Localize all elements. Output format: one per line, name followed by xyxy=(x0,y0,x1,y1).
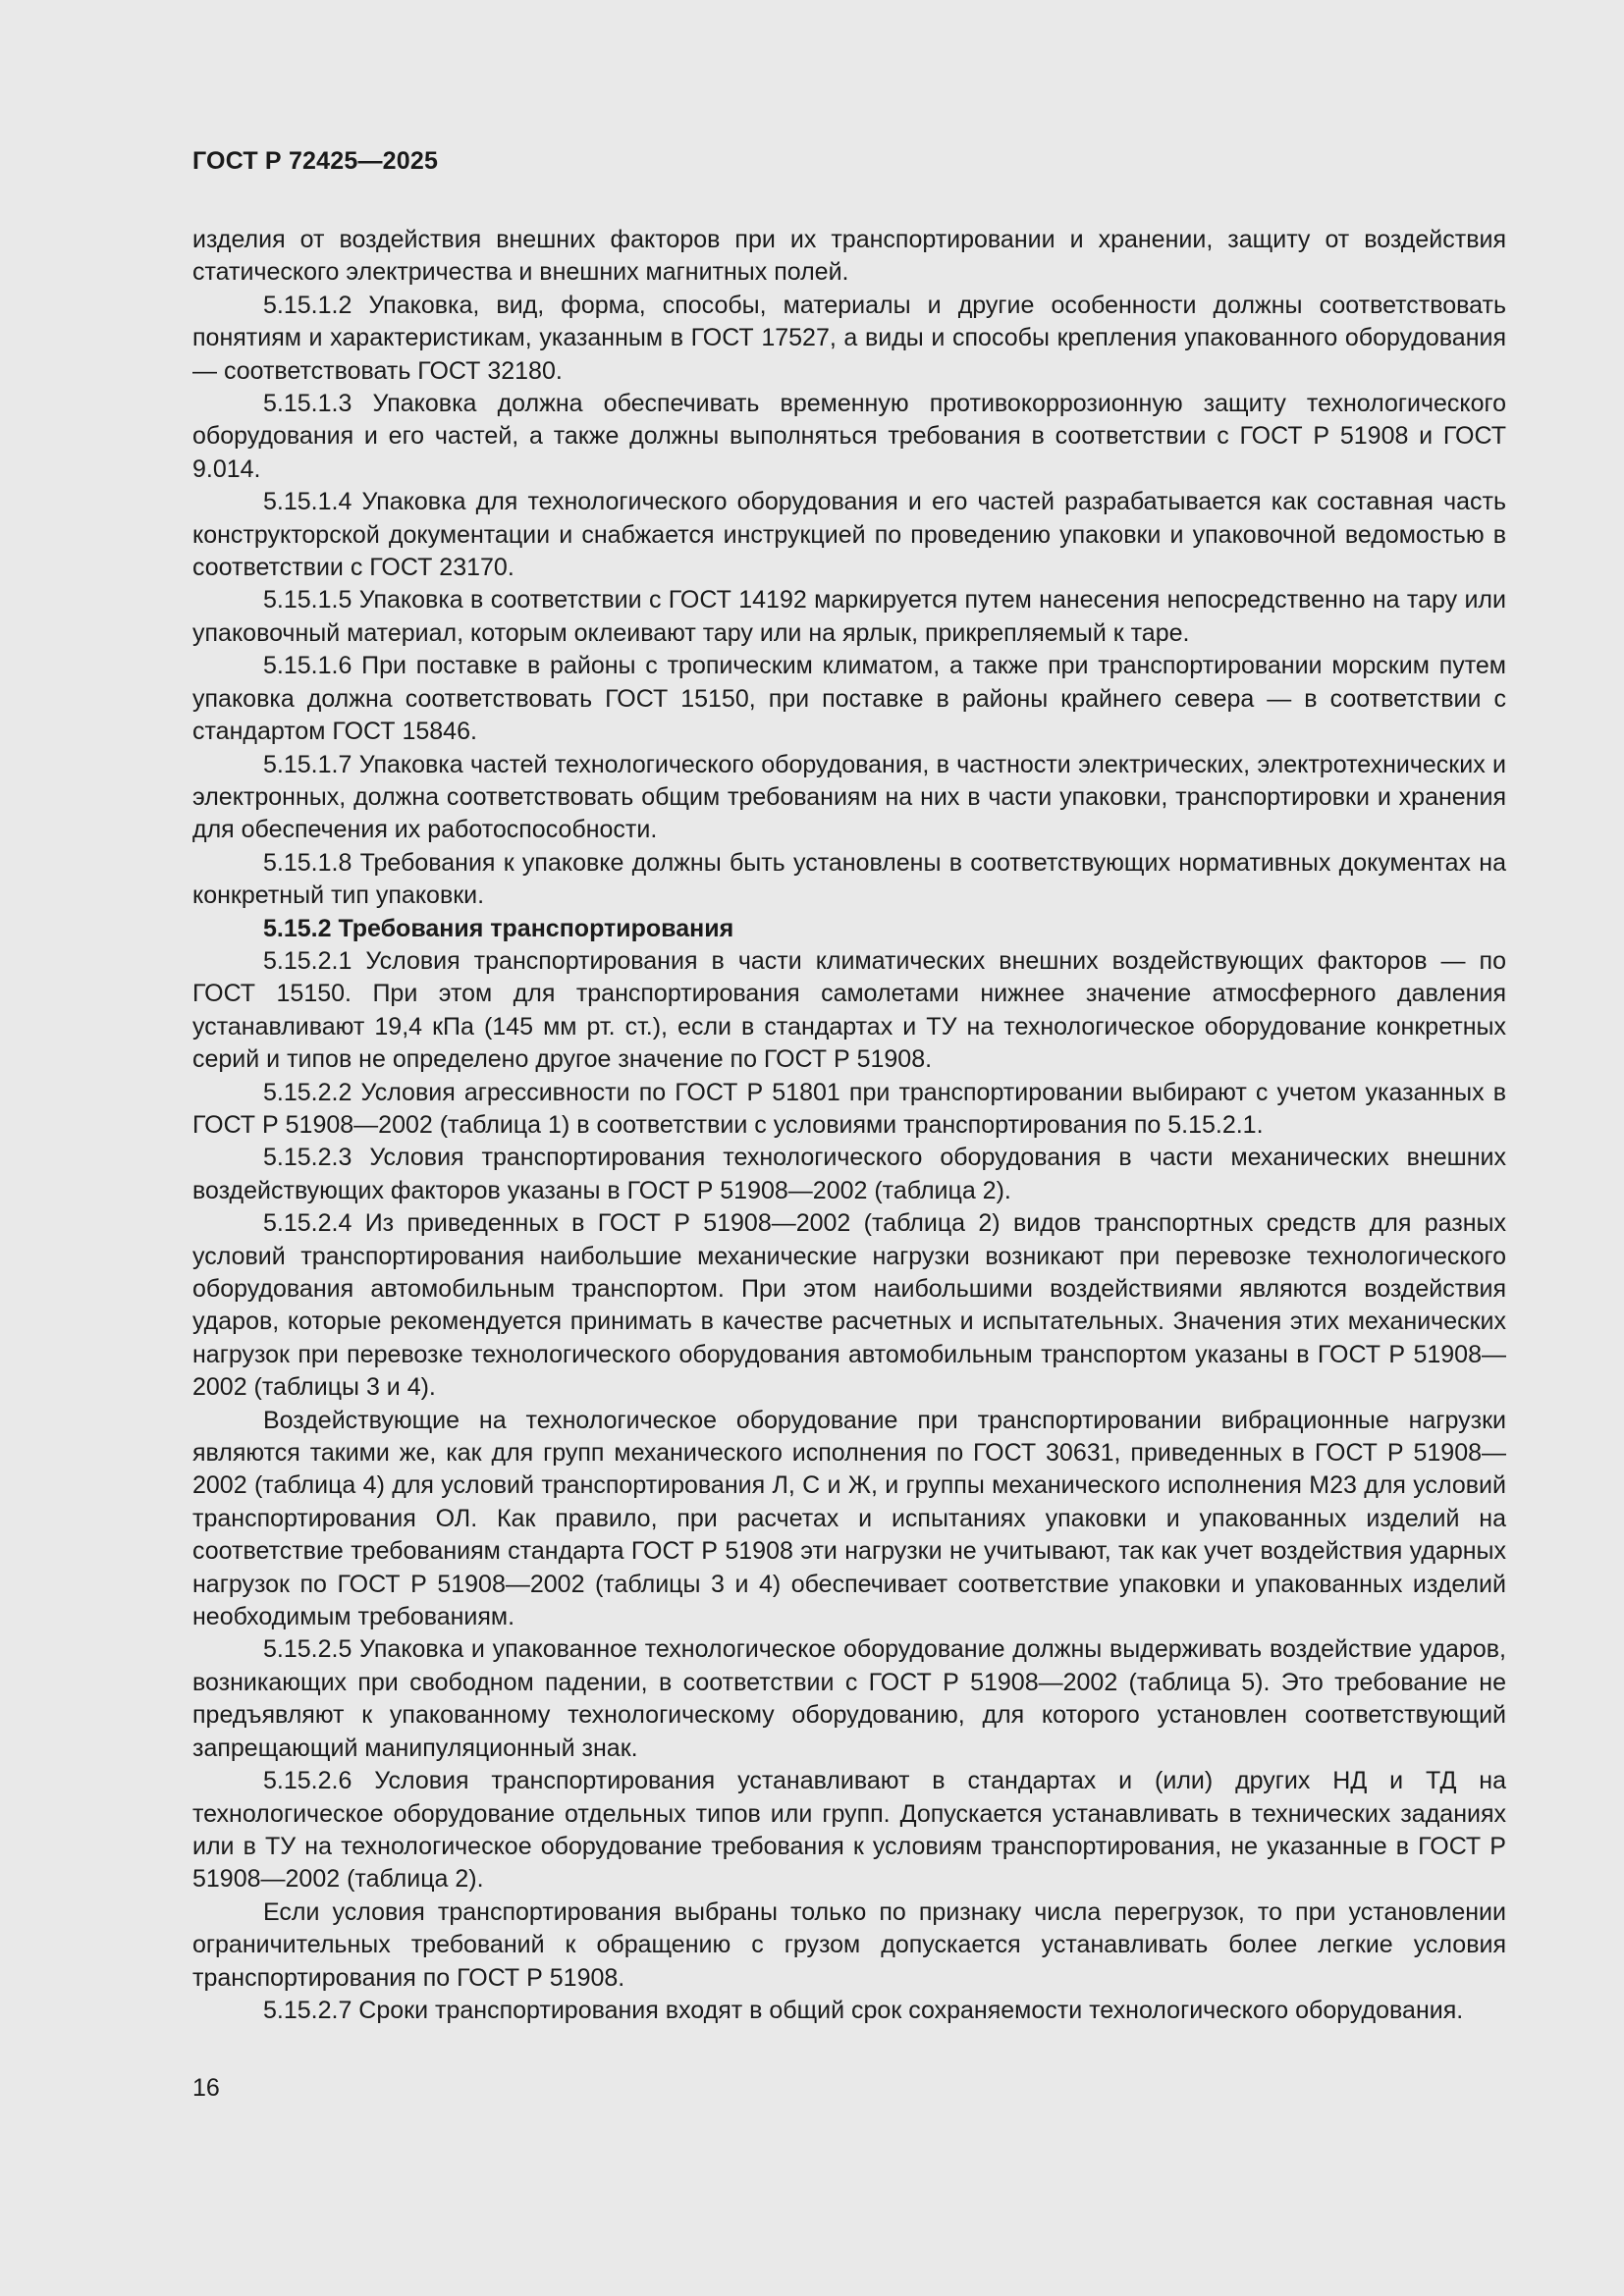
paragraph-5-15-1-2: 5.15.1.2 Упаковка, вид, форма, способы, материалы и другие особенности должны соответствовать понятиям и характеристикам, указанным в ГОСТ 17527, а виды и способы крепления упакованного оборудования — соответствовать ГОСТ 32180. xyxy=(192,291,1506,385)
page-number: 16 xyxy=(192,2074,220,2102)
paragraph-5-15-2-2: 5.15.2.2 Условия агрессивности по ГОСТ Р 51801 при транспортировании выбирают с учетом указанных в ГОСТ Р 51908—2002 (таблица 1) в соответствии с условиями транспортирования по 5.15.2.1. xyxy=(192,1078,1506,1139)
paragraph-5-15-1-6: 5.15.1.6 При поставке в районы с тропическим климатом, а также при транспортировании морским путем упаковка должна соответствовать ГОСТ 15150, при поставке в районы крайнего севера — в соответствии с стандартом ГОСТ 15846. xyxy=(192,652,1506,746)
paragraph-5-15-1-7: 5.15.1.7 Упаковка частей технологического оборудования, в частности электрических, электротехнических и электронных, должна соответствовать общим требованиям на них в части упаковки, транспортировки и хранения для обеспечения их работоспособности. xyxy=(192,750,1506,844)
paragraph-5-15-2-7: 5.15.2.7 Сроки транспортирования входят в общий срок сохраняемости технологического оборудования. xyxy=(263,1996,1464,2024)
paragraph-5-15-2-6: 5.15.2.6 Условия транспортирования устанавливают в стандартах и (или) других НД и ТД на технологическое оборудование отдельных типов или групп. Допускается устанавливать в технических заданиях или в ТУ на технологическое оборудование требования к условиям транспортирования, не указанные в ГОСТ Р 51908—2002 (таблица 2). xyxy=(192,1767,1506,1894)
paragraph-vibration-loads: Воздействующие на технологическое оборудование при транспортировании вибрационные нагрузки являются такими же, как для групп механического исполнения по ГОСТ 30631, приведенных в ГОСТ Р 51908—2002 (таблица 4) для условий транспортирования Л, С и Ж, и группы механического исполнения М23 для условий транспортирования ОЛ. Как правило, при расчетах и испытаниях упаковки и упакованных изделий на соответствие требованиям стандарта ГОСТ Р 51908 эти нагрузки не учитывают, так как учет воздействия ударных нагрузок по ГОСТ Р 51908—2002 (таблицы 3 и 4) обеспечивает соответствие упаковки и упакованных изделий необходимым требованиям. xyxy=(192,1406,1506,1631)
document-body xyxy=(192,224,1506,2027)
document-header: ГОСТ Р 72425—2025 xyxy=(192,147,439,175)
paragraph-5-15-2-1: 5.15.2.1 Условия транспортирования в части климатических внешних воздействующих факторов — по ГОСТ 15150. При этом для транспортирования самолетами нижнее значение атмосферного давления устанавливают 19,4 кПа (145 мм рт. ст.), если в стандартах и ТУ на технологическое оборудование конкретных серий и типов не определено другое значение по ГОСТ Р 51908. xyxy=(192,946,1506,1074)
paragraph-5-15-1-4: 5.15.1.4 Упаковка для технологического оборудования и его частей разрабатывается как составная часть конструкторской документации и снабжается инструкцией по проведению упаковки и упаковочной ведомостью в соответствии с ГОСТ 23170. xyxy=(192,488,1506,582)
paragraph-5-15-2-5: 5.15.2.5 Упаковка и упакованное технологическое оборудование должны выдерживать воздействие ударов, возникающих при свободном падении, в соответствии с ГОСТ Р 51908—2002 (таблица 5). Это требование не предъявляют к упакованному технологическому оборудованию, для которого установлен соответствующий запрещающий манипуляционный знак. xyxy=(192,1635,1506,1762)
paragraph-continuation: изделия от воздействия внешних факторов при их транспортировании и хранении, защиту от воздействия статического электричества и внешних магнитных полей. xyxy=(192,226,1506,287)
paragraph-5-15-2-3: 5.15.2.3 Условия транспортирования технологического оборудования в части механических внешних воздействующих факторов указаны в ГОСТ Р 51908—2002 (таблица 2). xyxy=(192,1144,1506,1204)
paragraph-5-15-1-8: 5.15.1.8 Требования к упаковке должны быть установлены в соответствующих нормативных документах на конкретный тип упаковки. xyxy=(192,848,1506,910)
paragraph-transshipment-conditions: Если условия транспортирования выбраны только по признаку числа перегрузок, то при установлении ограничительных требований к обращению с грузом допускается устанавливать более легкие условия транспортирования по ГОСТ Р 51908. xyxy=(192,1897,1506,1992)
section-heading-5-15-2: 5.15.2 Требования транспортирования xyxy=(263,914,734,942)
paragraph-5-15-2-4: 5.15.2.4 Из приведенных в ГОСТ Р 51908—2002 (таблица 2) видов транспортных средств для разных условий транспортирования наибольшие механические нагрузки возникают при перевозке технологического оборудования автомобильным транспортом. При этом наибольшими воздействиями являются воздействия ударов, которые рекомендуется принимать в качестве расчетных и испытательных. Значения этих механических нагрузок при перевозке технологического оборудования автомобильным транспортом указаны в ГОСТ Р 51908—2002 (таблицы 3 и 4). xyxy=(192,1209,1506,1402)
paragraph-5-15-1-5: 5.15.1.5 Упаковка в соответствии с ГОСТ 14192 маркируется путем нанесения непосредственно на тару или упаковочный материал, которым оклеивают тару или на ярлык, прикрепляемый к таре. xyxy=(192,586,1506,647)
paragraph-5-15-1-3: 5.15.1.3 Упаковка должна обеспечивать временную противокоррозионную защиту технологического оборудования и его частей, а также должны выполняться требования в соответствии с ГОСТ Р 51908 и ГОСТ 9.014. xyxy=(192,390,1506,483)
